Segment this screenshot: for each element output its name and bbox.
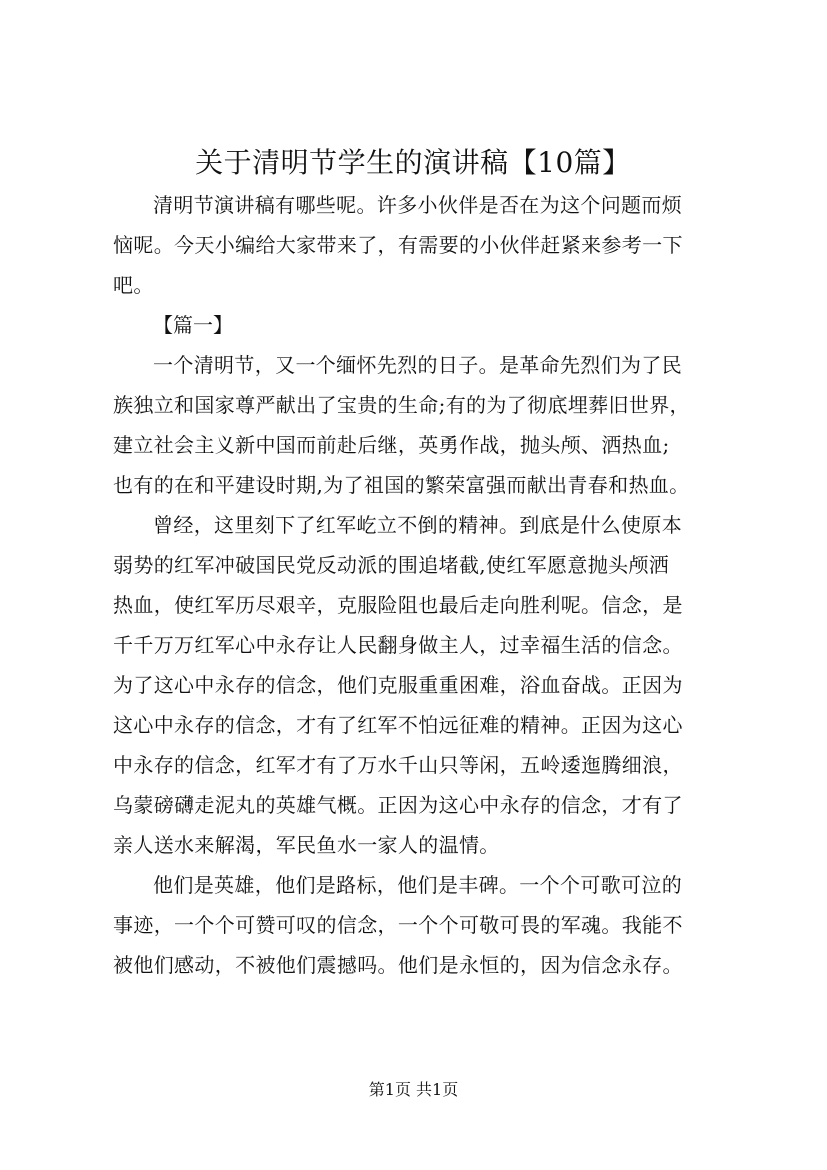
text-line: 亲人送水来解渴，军民鱼水一家人的温情。 xyxy=(113,833,500,857)
text-line: 也有的在和平建设时期,为了祖国的繁荣富强而献出青春和热血。 xyxy=(113,473,690,497)
body-paragraph-1 xyxy=(113,345,733,505)
document-body xyxy=(113,185,733,985)
text-line: 中永存的信念，红军才有了万水千山只等闲，五岭逶迤腾细浪， xyxy=(113,753,683,777)
text-line: 他们是英雄，他们是路标，他们是丰碑。一个个可歌可泣的 xyxy=(153,873,683,897)
text-line: 事迹，一个个可赞可叹的信念，一个个可敬可畏的军魂。我能不 xyxy=(113,913,683,937)
text-line: 乌蒙磅礴走泥丸的英雄气概。正因为这心中永存的信念，才有了 xyxy=(113,793,683,817)
text-line: 曾经，这里刻下了红军屹立不倒的精神。到底是什么使原本 xyxy=(153,513,683,537)
text-line: 弱势的红军冲破国民党反动派的围追堵截,使红军愿意抛头颅洒 xyxy=(113,553,670,577)
page-footer: 第1页 共1页 xyxy=(368,1080,459,1099)
text-line: 被他们感动，不被他们震撼吗。他们是永恒的，因为信念永存。 xyxy=(113,953,683,977)
text-line: 为了这心中永存的信念，他们克服重重困难，浴血奋战。正因为 xyxy=(113,673,683,697)
text-line: 族独立和国家尊严献出了宝贵的生命;有的为了彻底埋葬旧世界， xyxy=(113,393,690,417)
text-line: 清明节演讲稿有哪些呢。许多小伙伴是否在为这个问题而烦 xyxy=(153,193,683,217)
text-line: 千千万万红军心中永存让人民翻身做主人，过幸福生活的信念。 xyxy=(113,633,683,657)
document-title: 关于清明节学生的演讲稿【10篇】 xyxy=(195,146,631,179)
text-line: 热血，使红军历尽艰辛，克服险阻也最后走向胜利呢。信念，是 xyxy=(113,593,683,617)
text-line: 吧。 xyxy=(113,273,154,297)
section-heading: 【篇一】 xyxy=(153,313,233,337)
text-line: 一个清明节，又一个缅怀先烈的日子。是革命先烈们为了民 xyxy=(153,353,683,377)
text-line: 建立社会主义新中国而前赴后继，英勇作战，抛头颅、洒热血; xyxy=(113,433,670,457)
body-paragraph-2 xyxy=(113,505,733,865)
text-line: 这心中永存的信念，才有了红军不怕远征难的精神。正因为这心 xyxy=(113,713,683,737)
text-line: 恼呢。今天小编给大家带来了，有需要的小伙伴赶紧来参考一下 xyxy=(113,233,683,257)
intro-paragraph xyxy=(113,185,733,305)
body-paragraph-3 xyxy=(113,865,733,985)
